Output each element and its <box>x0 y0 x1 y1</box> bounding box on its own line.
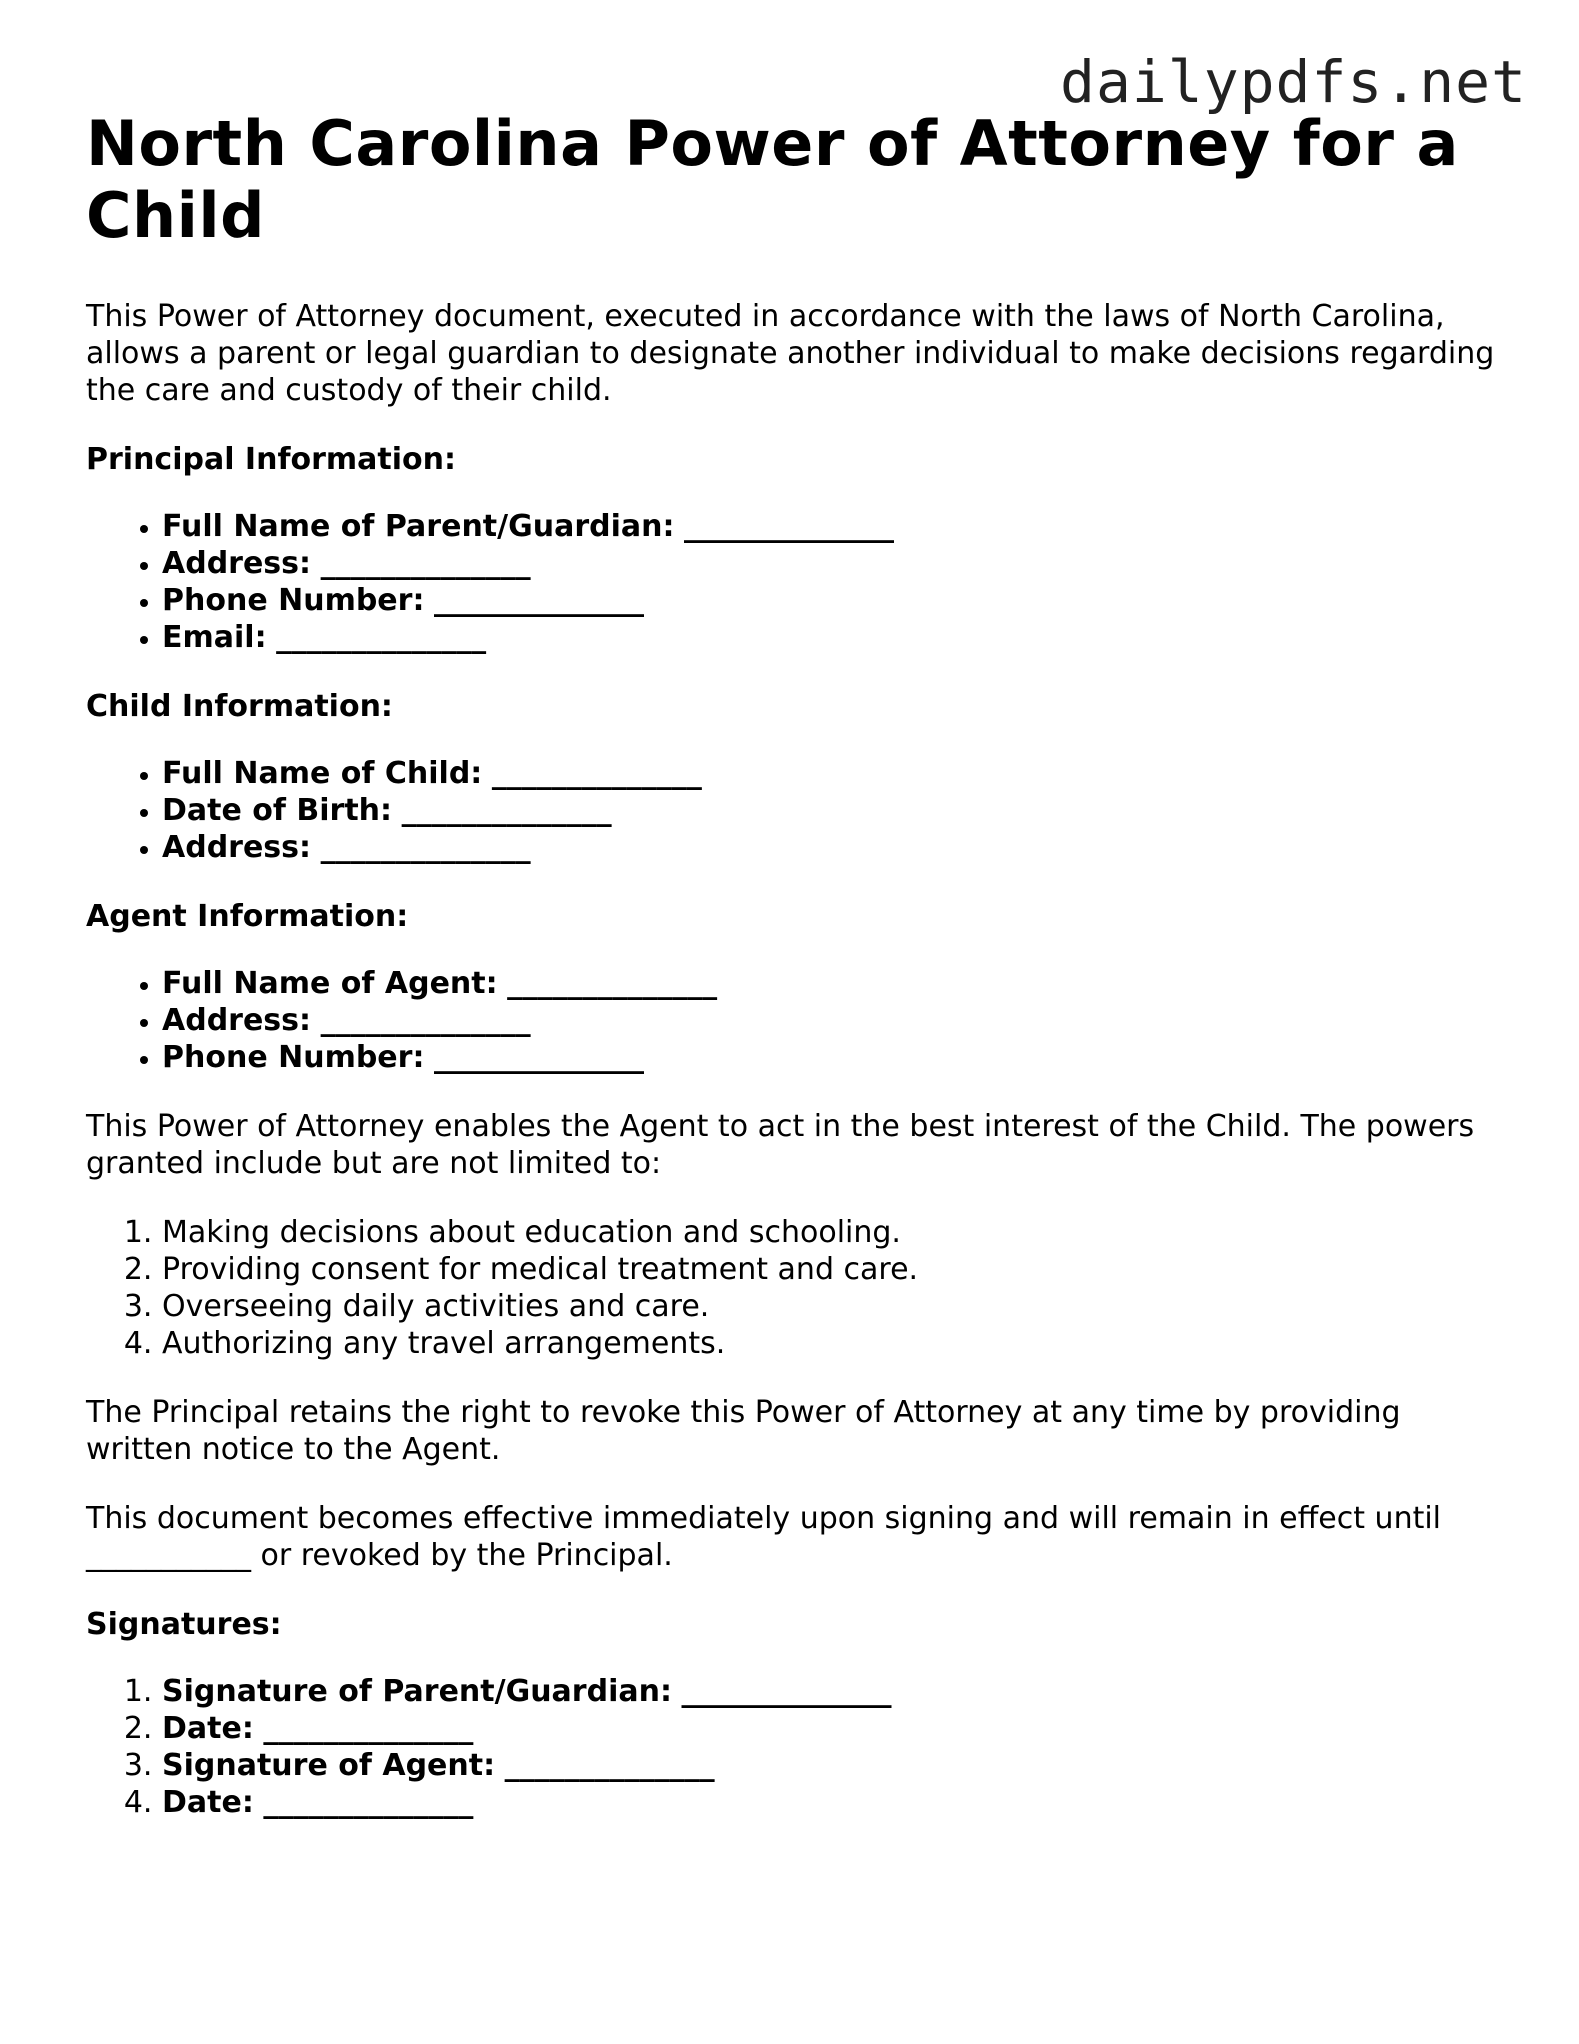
principal-heading: Principal Information: <box>86 442 457 477</box>
agent-signature-field[interactable]: 3. Signature of Agent: ______________ <box>162 1747 1506 1784</box>
child-address-field[interactable]: • Address: ______________ <box>162 829 1506 866</box>
agent-date-field[interactable]: 4. Date: ______________ <box>162 1784 1506 1821</box>
child-dob-field[interactable]: • Date of Birth: ______________ <box>162 792 1506 829</box>
parent-signature-field[interactable]: 1. Signature of Parent/Guardian: ______________ <box>162 1673 1506 1710</box>
agent-address-field[interactable]: • Address: ______________ <box>162 1002 1506 1039</box>
effective-paragraph: This document becomes effective immediately upon signing and will remain in effect until ___________ or revoked by the Principal. <box>86 1501 1442 1573</box>
principal-phone-field[interactable]: • Phone Number: ______________ <box>162 582 1506 619</box>
child-name-field[interactable]: • Full Name of Child: ______________ <box>162 755 1506 792</box>
page-title: North Carolina Power of Attorney for a Child <box>86 107 1459 252</box>
powers-intro: This Power of Attorney enables the Agent to act in the best interest of the Child. The powers granted include but are not limited to: <box>86 1109 1475 1181</box>
document-page <box>86 108 1506 1853</box>
agent-heading: Agent Information: <box>86 899 409 934</box>
agent-name-field[interactable]: • Full Name of Agent: ______________ <box>162 965 1506 1002</box>
child-fields <box>86 755 1506 866</box>
principal-email-field[interactable]: • Email: ______________ <box>162 619 1506 656</box>
watermark: dailypdfs.net <box>1060 48 1527 116</box>
parent-date-field[interactable]: 2. Date: ______________ <box>162 1710 1506 1747</box>
power-item: 3. Overseeing daily activities and care. <box>162 1288 1506 1325</box>
principal-name-field[interactable]: • Full Name of Parent/Guardian: ______________ <box>162 508 1506 545</box>
intro-paragraph: This Power of Attorney document, executed in accordance with the laws of North Carolina, allows a parent or legal guardian to designate another individual to make decisions regarding the care and custody of their child. <box>86 299 1495 408</box>
power-item: 1. Making decisions about education and schooling. <box>162 1214 1506 1251</box>
signatures-list <box>86 1673 1506 1821</box>
powers-list <box>86 1214 1506 1362</box>
agent-phone-field[interactable]: • Phone Number: ______________ <box>162 1039 1506 1076</box>
revoke-paragraph: The Principal retains the right to revoke this Power of Attorney at any time by providing written notice to the Agent. <box>86 1395 1401 1467</box>
power-item: 2. Providing consent for medical treatment and care. <box>162 1251 1506 1288</box>
agent-fields <box>86 965 1506 1076</box>
child-heading: Child Information: <box>86 689 393 724</box>
signatures-heading: Signatures: <box>86 1607 282 1642</box>
power-item: 4. Authorizing any travel arrangements. <box>162 1325 1506 1362</box>
principal-fields <box>86 508 1506 656</box>
principal-address-field[interactable]: • Address: ______________ <box>162 545 1506 582</box>
